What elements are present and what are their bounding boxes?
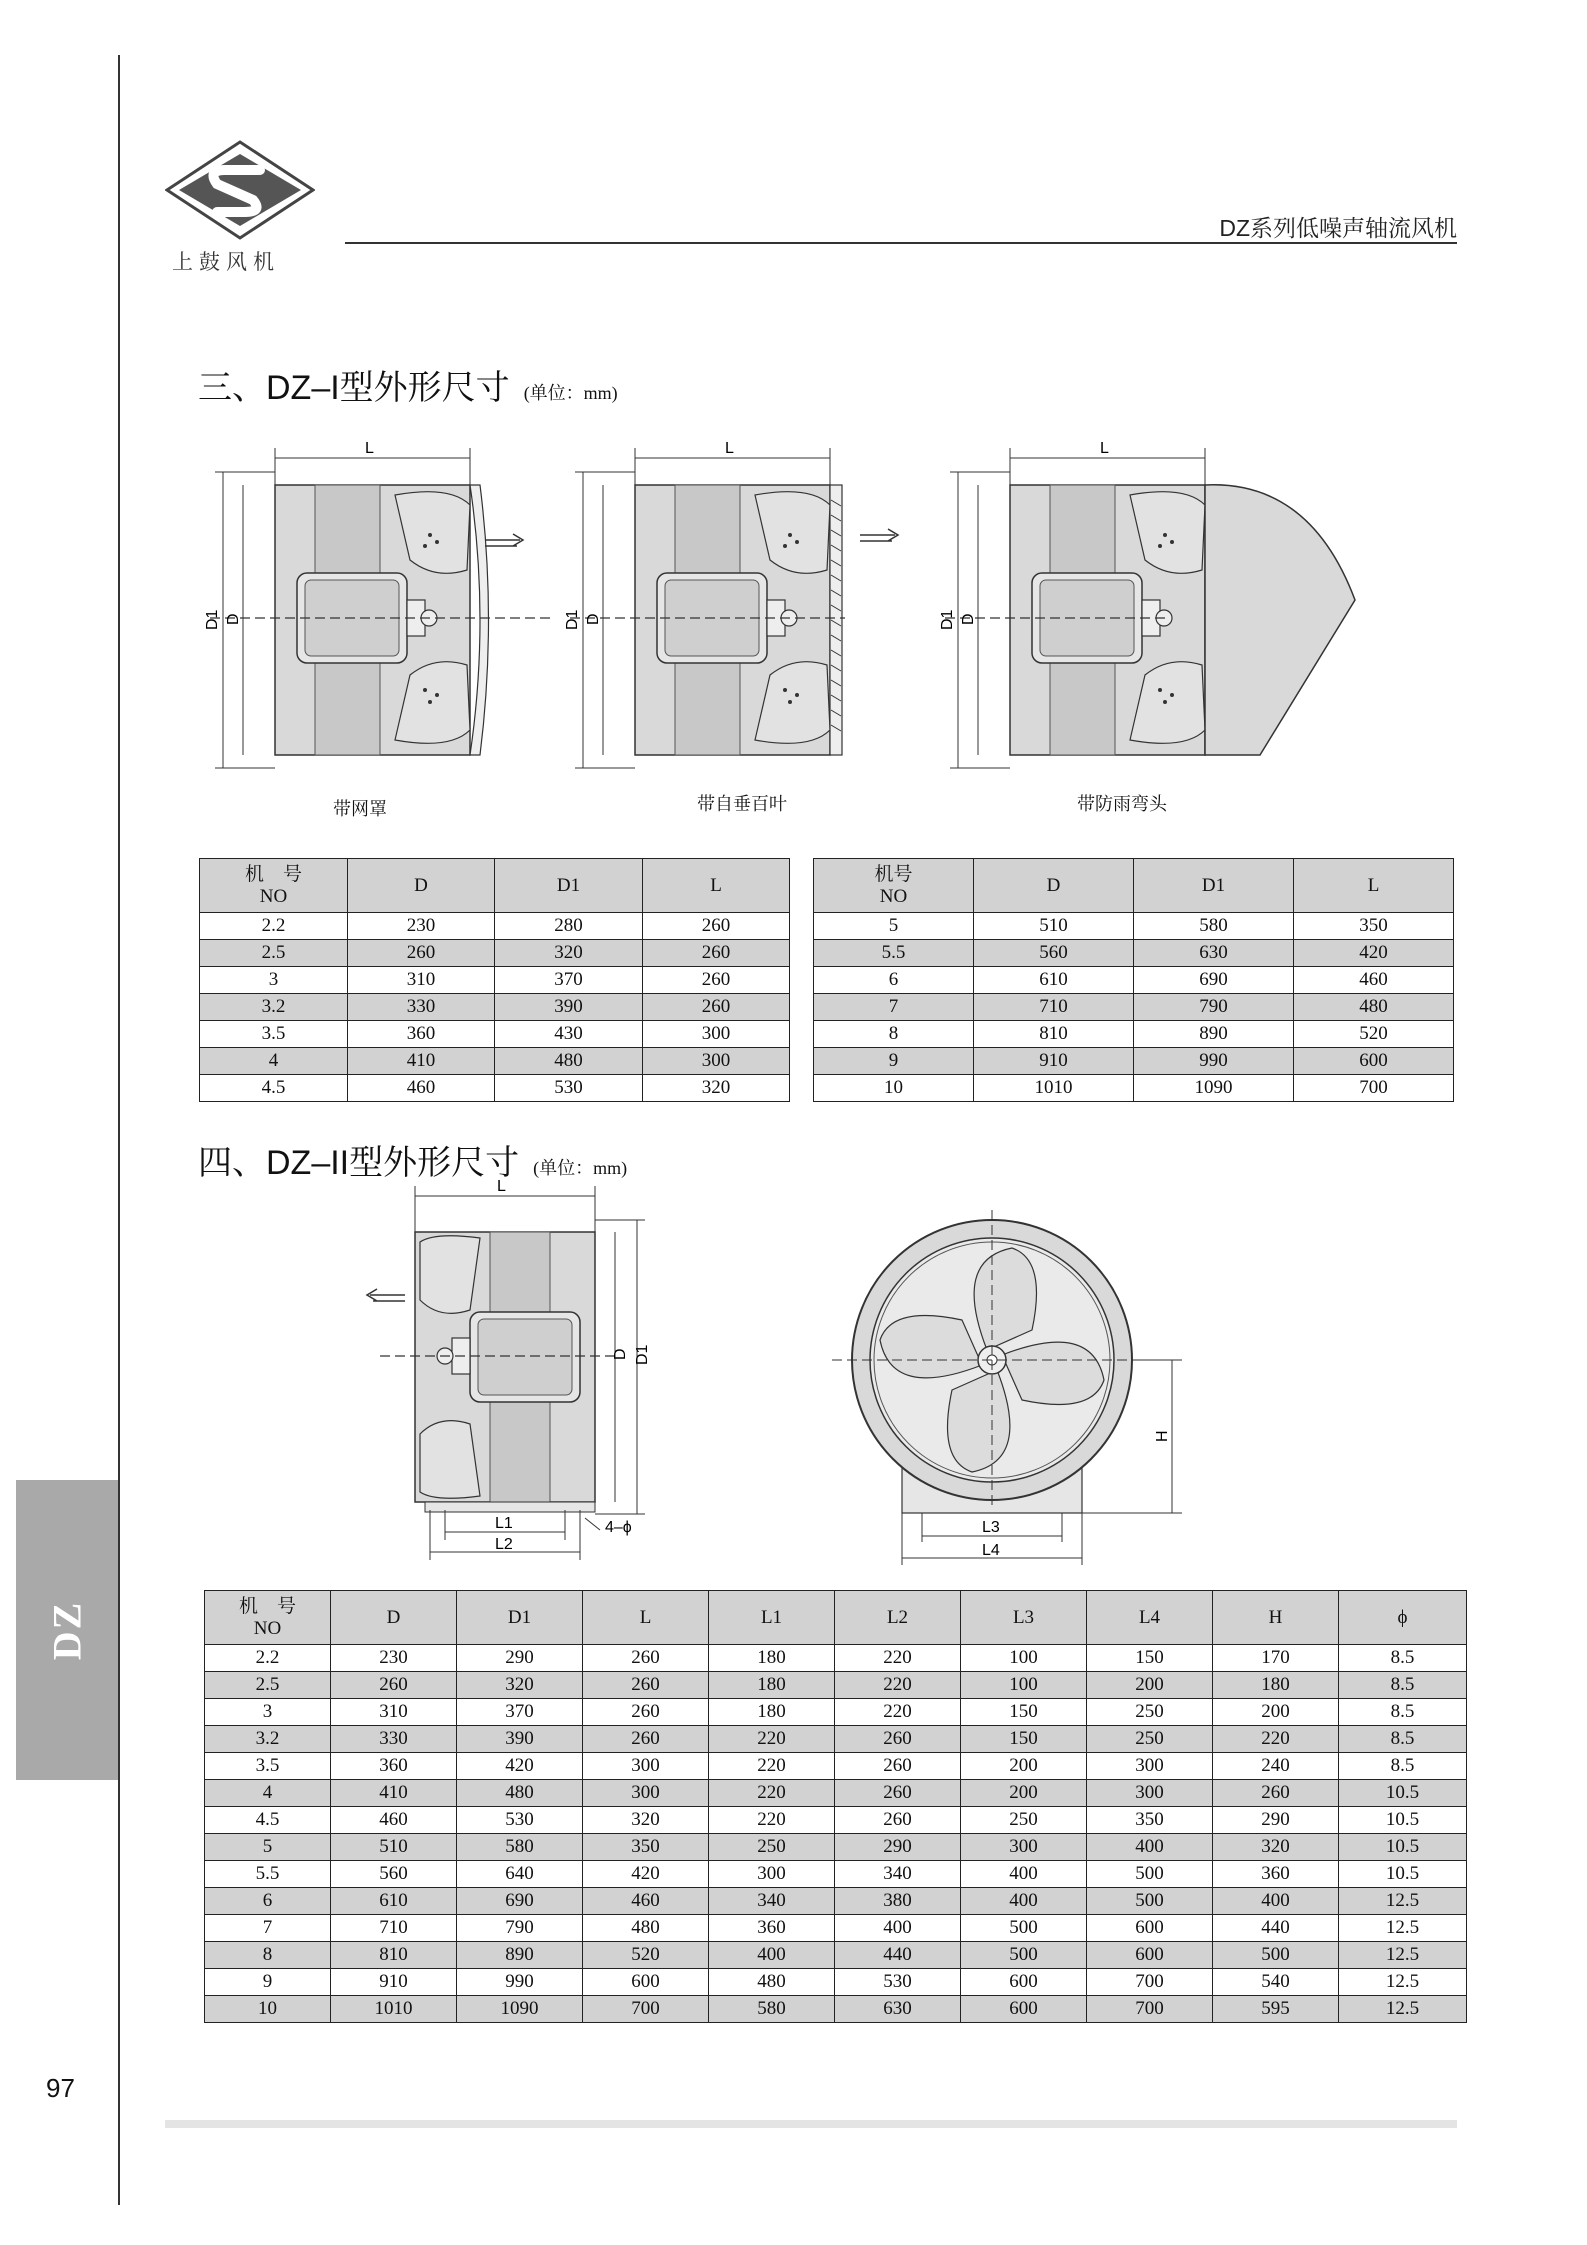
table-row	[205, 1942, 1467, 1969]
table-row	[205, 1969, 1467, 1996]
table-cell: 260	[835, 1807, 961, 1834]
table-cell: 220	[709, 1753, 835, 1780]
section3-title	[198, 360, 618, 409]
table-cell: 430	[495, 1021, 643, 1048]
table-cell: 320	[1213, 1834, 1339, 1861]
dim-L-1: L	[365, 440, 374, 457]
table-cell: 300	[583, 1753, 709, 1780]
table-cell: 9	[205, 1969, 331, 1996]
table-row	[205, 1753, 1467, 1780]
table-cell: 300	[1087, 1780, 1213, 1807]
table-cell: 1010	[974, 1075, 1134, 1102]
table-cell: 220	[835, 1699, 961, 1726]
table-cell: 600	[961, 1996, 1087, 2023]
table-cell: 580	[1134, 913, 1294, 940]
table-cell: 290	[835, 1834, 961, 1861]
table-cell: 330	[331, 1726, 457, 1753]
section4-title	[198, 1135, 627, 1184]
table-cell: 150	[1087, 1645, 1213, 1672]
table-cell: 5	[814, 913, 974, 940]
section4-unit: (单位：mm)	[533, 1158, 628, 1178]
table-cell: 260	[835, 1726, 961, 1753]
table-cell: 890	[1134, 1021, 1294, 1048]
table-row	[205, 1996, 1467, 2023]
table-cell: 610	[974, 967, 1134, 994]
table-row	[205, 1672, 1467, 1699]
table-cell: 440	[1213, 1915, 1339, 1942]
table-cell: 12.5	[1339, 1969, 1467, 1996]
header-no: 机 号 NO	[200, 859, 348, 913]
table-cell: 530	[457, 1807, 583, 1834]
table-cell: 250	[1087, 1699, 1213, 1726]
table-row	[814, 940, 1454, 967]
table-cell: 400	[961, 1888, 1087, 1915]
table-cell: 400	[1213, 1888, 1339, 1915]
table-cell: 300	[643, 1021, 790, 1048]
table-cell: 12.5	[1339, 1915, 1467, 1942]
table-cell: 180	[1213, 1672, 1339, 1699]
table-cell: 260	[583, 1645, 709, 1672]
table-cell: 180	[709, 1645, 835, 1672]
table-cell: 630	[1134, 940, 1294, 967]
table-cell: 480	[709, 1969, 835, 1996]
table-cell: 520	[1294, 1021, 1454, 1048]
table-cell: 700	[1294, 1075, 1454, 1102]
table-cell: 610	[331, 1888, 457, 1915]
table-cell: 230	[331, 1645, 457, 1672]
section4-title-text: 四、DZ–II型外形尺寸	[198, 1144, 520, 1182]
table-row	[200, 1075, 790, 1102]
table-cell: 7	[814, 994, 974, 1021]
table-cell: 1090	[457, 1996, 583, 2023]
logo-text: 上鼓风机	[172, 250, 280, 274]
header-D1: D1	[495, 859, 643, 913]
caption-mesh-guard: 带网罩	[333, 799, 387, 819]
series-title: DZ系列低噪声轴流风机	[1219, 215, 1457, 241]
table-cell: 300	[1087, 1753, 1213, 1780]
table-cell: 1010	[331, 1996, 457, 2023]
table-header-cell: L4	[1087, 1591, 1213, 1645]
dim-L1: L1	[495, 1515, 513, 1532]
table-cell: 8.5	[1339, 1726, 1467, 1753]
table-cell: 260	[583, 1672, 709, 1699]
table-cell: 3	[200, 967, 348, 994]
dim-D-ii: D	[612, 1348, 629, 1360]
table-cell: 690	[457, 1888, 583, 1915]
table-cell: 290	[1213, 1807, 1339, 1834]
table-cell: 640	[457, 1861, 583, 1888]
table-cell: 480	[1294, 994, 1454, 1021]
table-cell: 100	[961, 1672, 1087, 1699]
table-row	[205, 1699, 1467, 1726]
table-cell: 260	[643, 913, 790, 940]
table-cell: 910	[331, 1969, 457, 1996]
table-cell: 220	[709, 1807, 835, 1834]
table-cell: 580	[709, 1996, 835, 2023]
table-cell: 240	[1213, 1753, 1339, 1780]
table-cell: 560	[974, 940, 1134, 967]
table-header-cell: L1	[709, 1591, 835, 1645]
table-header-cell: L2	[835, 1591, 961, 1645]
table-row	[205, 1645, 1467, 1672]
table-cell: 6	[205, 1888, 331, 1915]
table-cell: 700	[1087, 1969, 1213, 1996]
table-cell: 910	[974, 1048, 1134, 1075]
table-cell: 510	[974, 913, 1134, 940]
dim-holes: 4–ϕ	[605, 1519, 632, 1536]
table-cell: 220	[709, 1780, 835, 1807]
table-row	[814, 1021, 1454, 1048]
table-cell: 3.2	[200, 994, 348, 1021]
table-cell: 480	[583, 1915, 709, 1942]
table-cell: 990	[1134, 1048, 1294, 1075]
table-cell: 4.5	[205, 1807, 331, 1834]
table-cell: 420	[583, 1861, 709, 1888]
table-cell: 310	[348, 967, 495, 994]
table-cell: 360	[1213, 1861, 1339, 1888]
margin-rule	[118, 55, 120, 2205]
table-cell: 8.5	[1339, 1672, 1467, 1699]
table-cell: 3.5	[205, 1753, 331, 1780]
table-cell: 410	[331, 1780, 457, 1807]
dim-D1-2: D1	[564, 609, 581, 630]
table-cell: 280	[495, 913, 643, 940]
table-cell: 4.5	[200, 1075, 348, 1102]
table-cell: 580	[457, 1834, 583, 1861]
table-cell: 320	[457, 1672, 583, 1699]
table-cell: 5	[205, 1834, 331, 1861]
table-cell: 3.5	[200, 1021, 348, 1048]
table-cell: 7	[205, 1915, 331, 1942]
table-cell: 260	[643, 994, 790, 1021]
table-row	[205, 1780, 1467, 1807]
table-row	[205, 1888, 1467, 1915]
table-cell: 320	[495, 940, 643, 967]
section3-unit: (单位：mm)	[523, 383, 618, 403]
table-cell: 12.5	[1339, 1996, 1467, 2023]
table-cell: 350	[1294, 913, 1454, 940]
table-cell: 460	[348, 1075, 495, 1102]
table-cell: 500	[1213, 1942, 1339, 1969]
table-cell: 540	[1213, 1969, 1339, 1996]
table-cell: 2.2	[200, 913, 348, 940]
table-cell: 480	[457, 1780, 583, 1807]
table-header-row	[205, 1591, 1467, 1645]
table-cell: 480	[495, 1048, 643, 1075]
table-cell: 790	[1134, 994, 1294, 1021]
table-cell: 630	[835, 1996, 961, 2023]
table-cell: 400	[961, 1861, 1087, 1888]
table-cell: 440	[835, 1942, 961, 1969]
table-cell: 700	[1087, 1996, 1213, 2023]
table-cell: 10.5	[1339, 1807, 1467, 1834]
table-cell: 260	[583, 1726, 709, 1753]
table-cell: 530	[495, 1075, 643, 1102]
table-cell: 300	[583, 1780, 709, 1807]
table-cell: 260	[835, 1753, 961, 1780]
table-cell: 250	[1087, 1726, 1213, 1753]
table-cell: 290	[457, 1645, 583, 1672]
table-cell: 510	[331, 1834, 457, 1861]
table-cell: 150	[961, 1726, 1087, 1753]
table-cell: 460	[1294, 967, 1454, 994]
table-cell: 6	[814, 967, 974, 994]
table-cell: 230	[348, 913, 495, 940]
table-cell: 370	[495, 967, 643, 994]
table-cell: 2.2	[205, 1645, 331, 1672]
dim-H: H	[1154, 1430, 1171, 1442]
table-cell: 300	[709, 1861, 835, 1888]
table-header-cell: D1	[457, 1591, 583, 1645]
table-cell: 360	[709, 1915, 835, 1942]
table-cell: 200	[961, 1780, 1087, 1807]
table-cell: 340	[835, 1861, 961, 1888]
header-D1: D1	[1134, 859, 1294, 913]
table-cell: 150	[961, 1699, 1087, 1726]
table-row	[200, 1048, 790, 1075]
table-cell: 460	[331, 1807, 457, 1834]
table-cell: 380	[835, 1888, 961, 1915]
table-row	[200, 967, 790, 994]
table-cell: 600	[1087, 1915, 1213, 1942]
table-cell: 600	[583, 1969, 709, 1996]
table-cell: 300	[643, 1048, 790, 1075]
table-cell: 420	[457, 1753, 583, 1780]
table-header-cell: D	[331, 1591, 457, 1645]
table-cell: 260	[643, 940, 790, 967]
table-row	[205, 1726, 1467, 1753]
table-row	[205, 1915, 1467, 1942]
dim-L-ii: L	[497, 1180, 506, 1195]
table-cell: 810	[974, 1021, 1134, 1048]
table-cell: 3	[205, 1699, 331, 1726]
table-cell: 530	[835, 1969, 961, 1996]
table-cell: 10	[205, 1996, 331, 2023]
table-cell: 390	[495, 994, 643, 1021]
dim-L4: L4	[982, 1542, 1000, 1559]
caption-rain-elbow: 带防雨弯头	[1077, 794, 1167, 814]
footer-rule	[165, 2120, 1457, 2128]
table-cell: 220	[835, 1645, 961, 1672]
table-row	[200, 913, 790, 940]
table-cell: 360	[348, 1021, 495, 1048]
table-cell: 12.5	[1339, 1942, 1467, 1969]
table-cell: 8.5	[1339, 1645, 1467, 1672]
table-cell: 595	[1213, 1996, 1339, 2023]
table-row	[814, 967, 1454, 994]
table-cell: 990	[457, 1969, 583, 1996]
table-cell: 200	[961, 1753, 1087, 1780]
table-cell: 500	[1087, 1888, 1213, 1915]
table-cell: 9	[814, 1048, 974, 1075]
table-cell: 890	[457, 1942, 583, 1969]
table-header-cell: 机 号 NO	[205, 1591, 331, 1645]
dim-L-2: L	[725, 440, 734, 457]
table-row	[205, 1861, 1467, 1888]
table-cell: 400	[835, 1915, 961, 1942]
table-cell: 2.5	[205, 1672, 331, 1699]
header-D: D	[348, 859, 495, 913]
table-cell: 8	[205, 1942, 331, 1969]
table-cell: 350	[583, 1834, 709, 1861]
table-cell: 8.5	[1339, 1753, 1467, 1780]
table-cell: 390	[457, 1726, 583, 1753]
dim-D1-3: D1	[939, 609, 956, 630]
table-row	[200, 940, 790, 967]
table-cell: 8	[814, 1021, 974, 1048]
caption-self-closing-louver: 带自垂百叶	[697, 794, 787, 814]
table-cell: 10.5	[1339, 1834, 1467, 1861]
table-cell: 260	[331, 1672, 457, 1699]
table-cell: 600	[1087, 1942, 1213, 1969]
table-cell: 10.5	[1339, 1861, 1467, 1888]
table-cell: 3.2	[205, 1726, 331, 1753]
table-cell: 790	[457, 1915, 583, 1942]
table-cell: 260	[583, 1699, 709, 1726]
table-cell: 12.5	[1339, 1888, 1467, 1915]
table-cell: 600	[1294, 1048, 1454, 1075]
table-cell: 4	[205, 1780, 331, 1807]
table-cell: 260	[1213, 1780, 1339, 1807]
table-header-row	[814, 859, 1454, 913]
table-cell: 600	[961, 1969, 1087, 1996]
table-header-cell: ϕ	[1339, 1591, 1467, 1645]
table-cell: 710	[974, 994, 1134, 1021]
header-D: D	[974, 859, 1134, 913]
table-cell: 320	[583, 1807, 709, 1834]
table-cell: 260	[348, 940, 495, 967]
table-cell: 10.5	[1339, 1780, 1467, 1807]
header-no: 机号 NO	[814, 859, 974, 913]
table-cell: 410	[348, 1048, 495, 1075]
dim-L2: L2	[495, 1536, 513, 1553]
table-cell: 350	[1087, 1807, 1213, 1834]
table-cell: 460	[583, 1888, 709, 1915]
table-row	[200, 994, 790, 1021]
table-cell: 260	[835, 1780, 961, 1807]
table-header-cell: H	[1213, 1591, 1339, 1645]
table-row	[205, 1807, 1467, 1834]
table-cell: 810	[331, 1942, 457, 1969]
dim-D1-ii: D1	[634, 1344, 651, 1365]
dim-D-1: D	[225, 613, 242, 625]
table-row	[814, 1048, 1454, 1075]
header-L: L	[643, 859, 790, 913]
table-cell: 8.5	[1339, 1699, 1467, 1726]
section3-title-text: 三、DZ–I型外形尺寸	[198, 369, 510, 407]
table-cell: 690	[1134, 967, 1294, 994]
table-cell: 360	[331, 1753, 457, 1780]
side-tab-label: DZ	[44, 1600, 90, 1660]
table-cell: 250	[709, 1834, 835, 1861]
table-cell: 180	[709, 1699, 835, 1726]
table-cell: 100	[961, 1645, 1087, 1672]
section3-drawings	[195, 440, 1475, 790]
table-cell: 400	[709, 1942, 835, 1969]
table-cell: 330	[348, 994, 495, 1021]
table-cell: 370	[457, 1699, 583, 1726]
table-cell: 1090	[1134, 1075, 1294, 1102]
dim-D1-1: D1	[204, 609, 221, 630]
table-header-cell: L3	[961, 1591, 1087, 1645]
table-cell: 710	[331, 1915, 457, 1942]
table-cell: 420	[1294, 940, 1454, 967]
table-header-row	[200, 859, 790, 913]
company-logo-icon	[165, 140, 315, 245]
table-cell: 320	[643, 1075, 790, 1102]
table-cell: 4	[200, 1048, 348, 1075]
table-cell: 260	[643, 967, 790, 994]
table-cell: 2.5	[200, 940, 348, 967]
table-cell: 10	[814, 1075, 974, 1102]
table-cell: 310	[331, 1699, 457, 1726]
table-cell: 5.5	[814, 940, 974, 967]
header-L: L	[1294, 859, 1454, 913]
table-cell: 170	[1213, 1645, 1339, 1672]
dz2-table	[204, 1590, 1467, 2023]
table-cell: 180	[709, 1672, 835, 1699]
dim-D-3: D	[960, 613, 977, 625]
table-cell: 200	[1087, 1672, 1213, 1699]
table-cell: 520	[583, 1942, 709, 1969]
table-cell: 200	[1213, 1699, 1339, 1726]
page-number: 97	[46, 2073, 75, 2103]
table-row	[814, 913, 1454, 940]
dim-L-3: L	[1100, 440, 1109, 457]
dim-D-2: D	[585, 613, 602, 625]
dim-L3: L3	[982, 1519, 1000, 1536]
table-row	[200, 1021, 790, 1048]
table-cell: 5.5	[205, 1861, 331, 1888]
table-cell: 500	[1087, 1861, 1213, 1888]
table-cell: 500	[961, 1942, 1087, 1969]
table-row	[205, 1834, 1467, 1861]
table-cell: 250	[961, 1807, 1087, 1834]
table-cell: 560	[331, 1861, 457, 1888]
table-cell: 220	[1213, 1726, 1339, 1753]
table-row	[814, 994, 1454, 1021]
table-cell: 700	[583, 1996, 709, 2023]
side-tab	[16, 1480, 118, 1780]
table-cell: 400	[1087, 1834, 1213, 1861]
table-cell: 500	[961, 1915, 1087, 1942]
table-cell: 340	[709, 1888, 835, 1915]
table-cell: 220	[709, 1726, 835, 1753]
dz1-table-right	[813, 858, 1454, 1102]
dz1-table-left	[199, 858, 790, 1102]
table-cell: 220	[835, 1672, 961, 1699]
table-cell: 300	[961, 1834, 1087, 1861]
section4-drawings	[360, 1180, 1210, 1580]
table-header-cell: L	[583, 1591, 709, 1645]
table-row	[814, 1075, 1454, 1102]
